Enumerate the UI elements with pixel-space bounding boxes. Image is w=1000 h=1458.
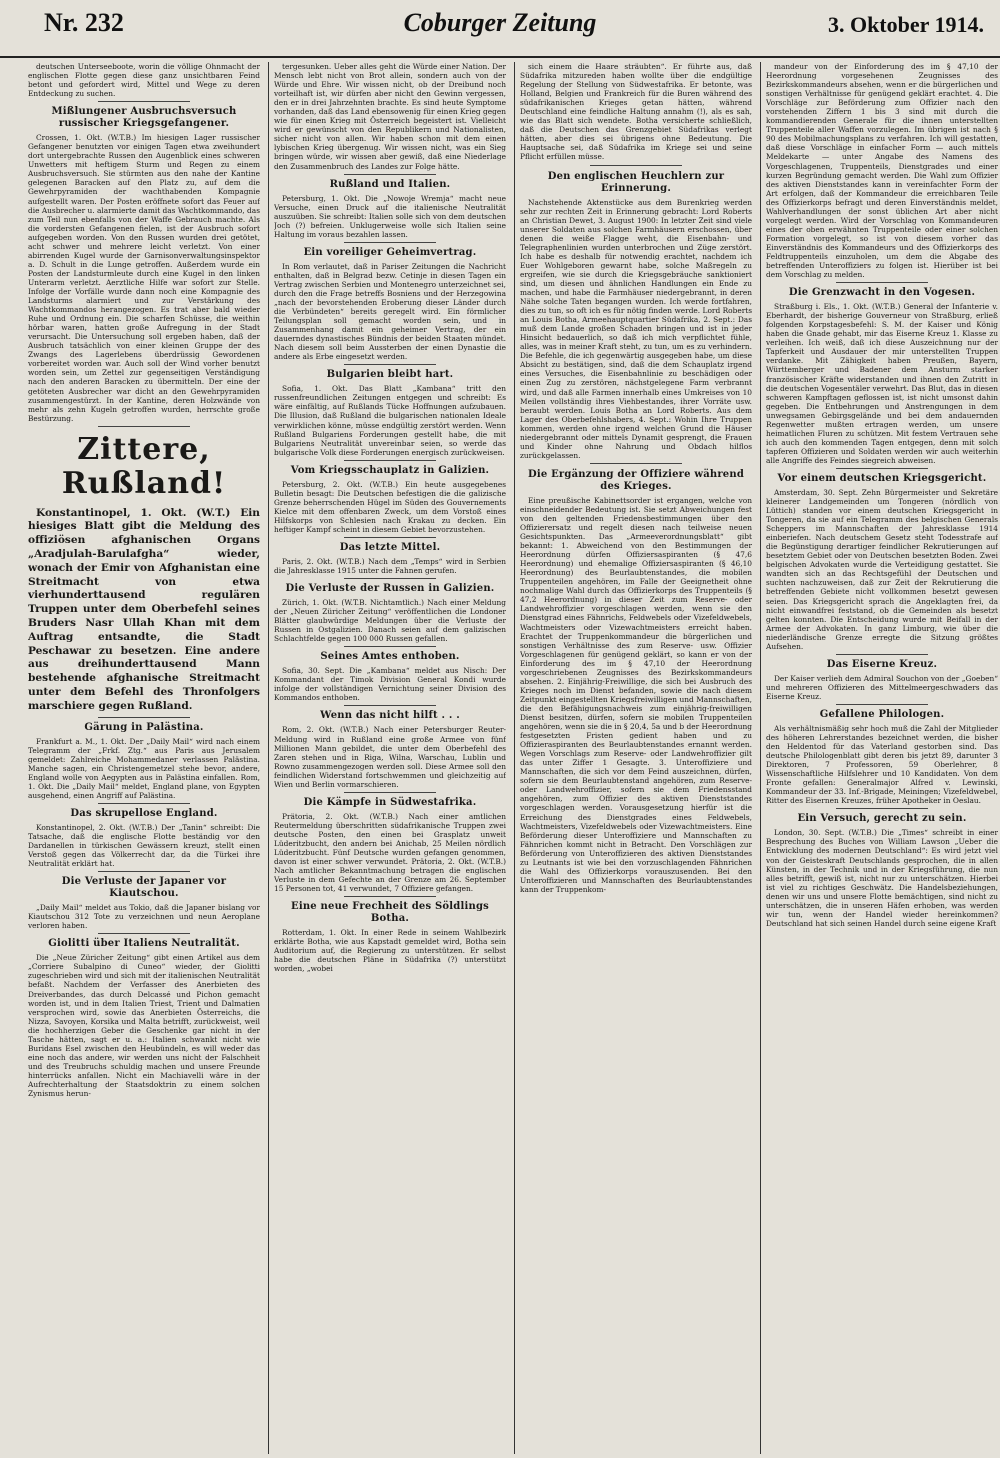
issue-date: 3. Oktober 1914. — [827, 12, 984, 37]
article-headline: Die Verluste der Russen in Galizien. — [285, 583, 495, 595]
article-body: Rotterdam, 1. Okt. In einer Rede in seinem Wahlbezirk erklärte Botha, wie aus Kapstadt gemeldet wird, Botha sein Auditorium auf, die Regierung zu unterstützen. Er selbst habe die deutschen Pläne in Südafrika (?) unterstützt worden, „wobei — [274, 928, 506, 974]
article-body: Konstantinopel, 2. Okt. (W.T.B.) Der „Tanin“ schreibt: Die Tatsache, daß die englische Flotte beständig vor den Dardanellen in türkischen Gewässern kreuzt, stellt einen Verstoß gegen das Völkerrecht dar, da die Türkei ihre Neutralität erklärt hat. — [28, 822, 260, 869]
article-body: Rom, 2. Okt. (W.T.B.) Nach einer Petersburger Reuter-Meldung wird in Rußland eine große Armee von fünf Millionen Mann gebildet, die unter dem Oberbefehl des Zaren stehen und in Riga, Wilna, Warschau, Lublin und Rowno zusammengezogen werden soll. Diese Armee soll den feindlichen Widerstand fortschwemmen und gleichzeitig auf Wien und Berlin vormarschieren. — [274, 725, 506, 789]
article-separator — [98, 426, 190, 427]
article — [766, 282, 998, 465]
article — [766, 468, 998, 651]
column-4 — [766, 62, 998, 1454]
article — [274, 174, 506, 239]
article-separator — [590, 165, 682, 166]
article-headline: Zittere, Rußland! — [61, 431, 227, 501]
article-headline: Das skrupellose England. — [70, 807, 218, 819]
article — [28, 803, 260, 868]
article — [28, 62, 260, 98]
article-separator — [836, 704, 928, 705]
article-separator — [98, 101, 190, 102]
article — [520, 62, 752, 162]
article-body: mandeur von der Einforderung des im § 47,10 der Heerordnung vorgesehenen Zeugnisses des Bezirkskommandeurs absehen, wenn er die bürgerlichen und sonstigen Verhältnisse für genügend geklärt erachtet. 4. Die Vorschläge zur Beförderung zum Offizier nach den vorstehenden Ziffern 1 bis 3 sind mit durch die kommandierenden Generale für die ihnen unterstellten Truppenteile aller Waffen vorzulegen. Im übrigen ist nach § 90 des Mobilmachungsplans zu verfahren. Ich will gestatten, daß diese Vorschläge in einfacher Form — auch mittels Meldekarte — unter Angabe des Namens des Vorgeschlagenen, Truppenteils, Dienstgrades und einer kurzen Begründung gemacht werden. Die Wahl zum Offizier des aktiven Dienststandes kann in vereinfachter Form der Art erfolgen, daß der Kommandeur die erreichbaren Teile des Offizierkorps befragt und deren Einverständnis meldet, Wahlverhandlungen der sonst üblichen Art aber nicht vorgelegt werden. Wird der Vorschlag von Kommandeuren eines der oben erwähnten Truppenteile oder einer solchen Formation vorgelegt, so ist von diesem vorher das Einverständnis des Kommandeurs und des Offizierkorps des Feldtruppenteils einzuholen, um dem die Abgabe des betreffenden Unteroffiziers zu folgen ist. Hierüber ist bei dem Vorschlag zu melden. — [766, 62, 998, 280]
article-separator — [98, 933, 190, 934]
article-body: Die „Neue Züricher Zeitung“ gibt einen Artikel aus dem „Corriere Subalpino di Cuneo“ wieder, der Giolitti zugeschrieben wird und sich mit der italienischen Neutralität befaßt. Nachdem der Verfasser des Anerbieten des Dreiverbandes, das durch Delcassé und Pichon gemacht worden ist, und in dem Italien Triest, Trient und Dalmatien versprochen wird, sowie das Anerbieten Österreichs, die Nizza, Savoyen, Korsika und Malta betrifft, zurückweist, weil die hochherzigen Geber die Geschenke gar nicht in der Tasche hätten, sagt er u. a.: Italien schwankt nicht wie Buridans Esel zwischen den Heubündeln, es will weder das eine noch das andere, wir werden uns nicht der Falschheit und des Treubruchs schuldig machen und unsere Freunde hinterrücks anfallen. Nicht ein Machiavelli wäre in der Aufrechterhaltung der Staatsdoktrin zu einem solchen Zynismus herun- — [28, 953, 260, 1099]
article-headline: Ein Versuch, gerecht zu sein. — [797, 813, 967, 825]
article-body: Crossen, 1. Okt. (W.T.B.) Im hiesigen Lager russischer Gefangener benutzten vor einigen Tagen etwa zweihundert dort untergebrachte Russen den Augenblick eines schweren Unwetters mit heftigem Sturm und Regen zu einem Ausbruchsversuch. Sie stürmten aus den nahe der Kantine gelegenen Baracken auf den Platz zu, auf dem die Gewehrpyramiden der wachthabenden Kompagnie aufgestellt waren. Der Posten eröffnete sofort das Feuer auf die Ausbrecher u. alarmierte damit das Wachtkommando, das zum Teil nun ebenfalls von der Waffe Gebrauch machte. Als die vordersten Gefangenen fielen, ist der Ausbruch sofort aufgegeben worden. Von den Russen wurden drei getötet, acht schwer und mehrere leicht verletzt. Von einer abirrenden Kugel wurde der Garnisonverwaltungsinspektor a. D. Schult in die Lunge getroffen. Außerdem wurde ein Posten der Landsturmleute durch eine Kugel in den linken Unterarm verletzt. Aerztliche Hilfe war sofort zur Stelle. Infolge der Vorfälle wurde dann noch eine Kompagnie des Landsturms alarmiert und zur Verstärkung des Wachtkommandos herangezogen. Es trat aber bald wieder Ruhe und Ordnung ein. Die scharfen Schüsse, die weithin hörbar waren, hatten große Aufregung in der Stadt verursacht. Die Untersuchung soll ergeben haben, daß der Ausbruch tatsächlich von einer kleinen Gruppe der des Zwangs des Lagerlebens überdrüssig Gewordenen vorbereitet worden war. Auch soll der Wind vorher benutzt worden sein, um Zettel zur gegenseitigen Verständigung nach den anderen Baracken zu übermitteln. Der eine der getöteten Ausbrecher war dicht an den Gewehrpyramiden zusammengestürzt. In der Kantine, deren Holzwände von mehr als zehn Kugeln getroffen wurden, herrschte große Bestürzung. — [28, 133, 260, 423]
article-body: Zürich, 1. Okt. (W.T.B. Nichtamtlich.) Nach einer Meldung der „Neuen Züricher Zeitung“ veröffentlichen die Londoner Blätter glaubwürdige Meldungen über die Verluste der Russen in Ostgalizien. Danach seien auf dem galizischen Schlachtfelde gegen 100 000 Russen gefallen. — [274, 598, 506, 644]
article-body: Eine preußische Kabinettsorder ist ergangen, welche von einschneidender Bedeutung ist. Sie setzt Abweichungen fest von den geltenden Friedensbestimmungen über den Offizierersatz und regelt diesen nach teilweise neuen Gesichtspunkten. Das „Armeeverordnungsblatt“ gibt bekannt: 1. Abweichend von den Bestimmungen der Heerordnung dürfen Offiziersaspiranten (§ 47,6 Heerordnung) und ehemalige Offiziersaspiranten (§ 46,10 Heerordnung) des Beurlaubtenstandes, die mobilen Truppenteilen angehören, im Falle der Geeignetheit ohne nochmalige Wahl durch das Offizierkorps des Truppenteils (§ 47,2 Heerordnung) in dieser Zeit zum Reserve- oder Landwehroffizier vorgeschlagen werden, wenn sie den Dienstgrad eines Fähnrichs, Feldwebels oder Vizefeldwebels, Wachtmeisters oder Vizewachtmeisters erreicht haben. Erachtet der Truppenkommandeur die bürgerlichen und sonstigen Verhältnisse des zum Reserve- usw. Offizier Vorgeschlagenen für genügend geklärt, so kann er von der Einforderung des im § 47,10 der Heerordnung vorgeschriebenen Zeugnisses des Bezirkskommandeurs absehen. 2. Einjährig-Freiwillige, die sich bei Ausbruch des Krieges noch im Dienst befanden, sowie die nach diesem Zeitpunkt eingestellten Kriegsfreiwilligen und Mannschaften, die den Befähigungsnachweis zum einjährig-freiwilligen Dienst besitzen, dürfen, sofern sie mobilen Truppenteilen angehören, wenn sie die in § 20,4, 5a und b der Heerordnung festgesetzten Fristen gedient haben und zu Offizieraspiranten des Beurlaubtenstandes ernannt werden. Wegen Vorschlags zum Reserve- oder Landwehroffizier gilt das unter Ziffer 1 Gesagte. 3. Unteroffiziere und Mannschaften, die sich vor dem Feind auszeichnen, dürfen, sofern sie dem Beurlaubtenstand angehören, zum Reserve- oder Landwehroffizier, sofern sie dem Friedensstand angehören, zum Offizier des aktiven Dienststandes vorgeschlagen werden. Vorausgesetzung hierfür ist die Erreichung des Dienstgrades eines Feldwebels, Wachtmeisters, Vizefeldwebels oder Vizewachtmeisters. Eine Beförderung dieser Unteroffiziere und Mannschaften zu Fähnrichen kommt nicht in Betracht. Den Vorschlägen zur Beförderung von Unteroffizieren des aktiven Dienststandes zu Leutnants ist wie bei den vorzuschlagenden Fähnrichen die Wahl des Offizierkorps vorauszusenden. Bei den Unteroffizieren und Mannschaften des Beurlaubtenstandes kann der Truppenkom- — [520, 495, 752, 894]
article-headline: Die Ergänzung der Offiziere während des Krieges. — [527, 468, 745, 492]
column-rule — [514, 62, 515, 1454]
article-body: tergesunken. Ueber alles geht die Würde einer Nation. Der Mensch lebt nicht von Brot allein, sondern auch von der Würde und Ehre. Wir wissen nicht, ob der Dreibund noch vorteilhaft ist, wir dürfen aber nicht den Gewinn vergessen, den er in drei Jahrzehnten brachte. Es sind heute Symptome vorhanden, daß das Land ebensowenig für einen Krieg gegen wie für einen Krieg mit Österreich begeistert ist. Vielleicht wird er gewünscht von den Republikern und Nationalisten, sicher nicht von allen. Wir haben schon mit dem einen lybischen Krieg übergenug. Wir wissen nicht, was ein Sieg bringen würde, wir wissen aber gewiß, daß eine Niederlage den Zusammenbruch des Landes zur Folge hätte. — [274, 62, 506, 171]
article — [274, 537, 506, 575]
article-body: Der Kaiser verlieh dem Admiral Souchon von der „Goeben“ und mehreren Offizieren des Mittelmeergeschwaders das Eiserne Kreuz. — [766, 673, 998, 701]
column-1 — [28, 62, 260, 1454]
article-headline: Rußland und Italien. — [329, 178, 451, 190]
article — [28, 717, 260, 800]
article-separator — [98, 803, 190, 804]
article-separator — [344, 646, 436, 647]
column-rule — [268, 62, 269, 1454]
article — [766, 808, 998, 928]
article — [274, 792, 506, 893]
newspaper-title: Coburger Zeitung — [403, 8, 597, 37]
article-headline: Eine neue Frechheit des Söldlings Botha. — [291, 901, 489, 925]
article-headline: Mißlungener Ausbruchsversuch russischer Kriegsgefangener. — [51, 106, 237, 130]
article-separator — [836, 282, 928, 283]
column-rule — [760, 62, 761, 1454]
article — [274, 646, 506, 702]
article-separator — [344, 705, 436, 706]
column-3 — [520, 62, 752, 1454]
article — [274, 460, 506, 534]
article-body: In Rom verlautet, daß in Pariser Zeitungen die Nachricht enthalten, daß in Belgrad bezw. Cetinje in diesen Tagen ein Vertrag zwischen Serbien und Montenegro unterzeichnet sei, durch den die Frage betreffs Bosniens und der Herzegowina „nach der bevorstehenden Eroberung dieser Länder durch die Verbündeten“ bereits geregelt wird. Ein förmlicher Teilungsplan soll gemacht worden sein, und in Zusammenhang damit ein geheimer Vertrag, der ein dauerndes dynastisches Bündnis der beiden Staaten mündet. Nach diesem soll beim Aussterben der einen Dynastie die andere als Erbe eingesetzt werden. — [274, 261, 506, 362]
article-separator — [98, 871, 190, 872]
article-separator — [98, 717, 190, 718]
article — [766, 704, 998, 805]
article-headline: Die Grenzwacht in den Vogesen. — [788, 287, 976, 299]
article-body: Petersburg, 1. Okt. Die „Nowoje Wremja“ macht neue Versuche, einen Druck auf die italienische Neutralität auszuüben. Sie schreibt: Italien solle sich von dem deutschen Joch (?) befreien. Unklugerweise wolle sich Italien seine Haltung im voraus bezahlen lassen. — [274, 193, 506, 239]
article-headline: Bulgarien bleibt hart. — [326, 369, 454, 381]
article-headline: Den englischen Heuchlern zur Erinnerung. — [547, 170, 725, 194]
article-separator — [344, 578, 436, 579]
article-body: „Daily Mail“ meldet aus Tokio, daß die Japaner bislang vor Kiautschou 312 Tote zu verzeichnen und neun Aeroplane verloren haben. — [28, 903, 260, 931]
article-separator — [344, 364, 436, 365]
article-separator — [836, 654, 928, 655]
article — [274, 896, 506, 973]
article-headline: Das letzte Mittel. — [339, 541, 441, 553]
article-headline: Die Kämpfe in Südwestafrika. — [303, 796, 477, 808]
article-body: London, 30. Sept. (W.T.B.) Die „Times“ schreibt in einer Besprechung des Buches von William Lawson „Ueber die Entwicklung des modernen Deutschland“: Es wird jetzt viel von der Geisteskraft Deutschlands gesprochen, die in allen Künsten, in der Technik und in der Kriegsführung, die nun alles betrifft, gewiß ist, nicht nur zu unterschätzen. Hierbei ist viel zu richtiges Geschwätz. Die Handelsbeziehungen, denen wir uns und unsere Flotte bemächtigen, sind nicht zu unterschätzen, die in unseren Häfen erhoben, was werden wir tun, wenn der Handel wieder hereinkommen? Deutschland hat sich seinen Handel durch seine eigene Kraft — [766, 828, 998, 928]
article-separator — [836, 808, 928, 809]
article — [274, 705, 506, 788]
article-body: Amsterdam, 30. Sept. Zehn Bürgermeister und Sekretäre kleinerer Landgemeinden um Tongeren (nördlich von Lüttich) standen vor einem deutschen Kriegsgericht in Tongeren, da sie auf ein Telegramm des belgischen Generals Scheppers im Mannschaften der Jahresklasse 1914 einberiefen. Nach deutschem Gesetz steht Todesstrafe auf die Begünstigung derartiger feindlicher Rekrutierungen auf besetztem Gebiet oder von Deutschen besetzten Boden. Zwei belgischen Advokaten wurde die Verteidigung gestattet. Sie wandten sich an das Rechtsgefühl der Deutschen und suchten nachzuweisen, daß zur Zeit der Rekrutierung die betreffenden Gebiete nicht vollkommen besetzt gewesen seien. Das Kriegsgericht sprach die Angeklagten frei, da nicht einwandfrei feststand, ob die Gemeinden als besetzt gelten konnten. Die Entscheidung wurde mit Beifall in der Armee der Advokaten. In ganz Limburg, wie über die niederländische Grenze erregte die Sitzung größtes Aufsehen. — [766, 487, 998, 651]
issue-number: Nr. 232 — [44, 8, 124, 37]
article-body: sich einem die Haare sträubten“. Er führte aus, daß Südafrika mitzureden haben wollte über die endgültige Regelung der Stellung von Südwestafrika. Er betonte, was Holland, Belgien und Frankreich für die Buren während des südafrikanischen Krieges getan hätten, während Deutschland eine feindliche Haltung annahm (!), als es sah, wie das Blatt sich wendete. Botha versicherte schließlich, daß die Deutschen das Grenzgebiet Südafrikas verlegt hätten, aber dies sei übrigens ohne Bedeutung. Die Hauptsache sei, daß Südafrika im Kriege sei und seine Pflicht erfüllen müsse. — [520, 62, 752, 162]
article-body: Petersburg, 2. Okt. (W.T.B.) Ein heute ausgegebenes Bulletin besagt: Die Deutschen befestigen die die galizische Grenze beherrschenden Hügel im Süden des Gouvernements Kielce mit dem offenbaren Zweck, um dem Vorstoß eines Hilfskorps von Schlesien nach Krakau zu decken. Ein heftiger Kampf scheint in diesem Gebiet bevorzustehen. — [274, 479, 506, 534]
article-headline: Das Eiserne Kreuz. — [826, 658, 938, 670]
article — [274, 242, 506, 362]
article-headline: Gärung in Palästina. — [84, 721, 204, 733]
article-separator — [836, 468, 928, 469]
article-body: Sofia, 1. Okt. Das Blatt „Kambana“ tritt den russenfreundlichen Zeitungen entgegen und schreibt: Es wäre einfältig, auf Rußlands Tücke Hoffnungen aufzubauen. Die Illusion, daß Rußland die bulgarischen nationalen Ideale verwirklichen könne, müsse endgültig zerstört werden. Wenn Rußland Bulgariens Forderungen gestellt habe, die mit Bulgariens Neutralität unvereinbar seien, so werde das bulgarische Volk diese Forderungen energisch zurückweisen. — [274, 384, 506, 457]
article — [274, 364, 506, 456]
article — [520, 165, 752, 460]
article — [766, 62, 998, 279]
article-headline: Die Verluste der Japaner vor Kiautschou. — [61, 876, 227, 900]
masthead — [0, 0, 1000, 58]
article — [766, 654, 998, 701]
article-body: Paris, 2. Okt. (W.T.B.) Nach dem „Temps“ wird in Serbien die Jahresklasse 1915 unter die Fahnen gerufen. — [274, 556, 506, 576]
article-body: Als verhältnismäßig sehr hoch muß die Zahl der Mitglieder des höheren Lehrerstandes bezeichnet werden, die bisher den Heldentod für das Vaterland gestorben sind. Das deutsche Philologenblatt gibt deren bis jetzt 89, darunter 3 Direktoren, 7 Professoren, 59 Oberlehrer, 8 Wissenschaftliche Hilfslehrer und 10 Kandidaten. Von dem Fronte gefallen: Generalmajor Alfred v. Lewinski, Kommandeur der 33. Inf.-Brigade, Meiningen; Vizefeldwebel, Ritter des Eisernen Kreuzes, früher Apotheker in Oeslau. — [766, 723, 998, 806]
article-separator — [344, 174, 436, 175]
article-separator — [344, 896, 436, 897]
columns — [28, 62, 996, 1454]
article-separator — [344, 460, 436, 461]
article-body: Sofia, 30. Sept. Die „Kambana“ meldet aus Nisch: Der Kommandant der Timok Division General Kondi wurde infolge der vollständigen Vernichtung seiner Division des Kommandos enthoben. — [274, 666, 506, 703]
article — [274, 62, 506, 171]
article-separator — [590, 463, 682, 464]
article — [28, 871, 260, 930]
article — [28, 426, 260, 714]
article-separator — [344, 537, 436, 538]
article-body: Konstantinopel, 1. Okt. (W.T.) Ein hiesiges Blatt gibt die Meldung des offiziösen afghanischen Organs „Aradjulah-Barulafgha“ wieder, wonach der Emir von Afghanistan eine Streitmacht von etwa vierhunderttausend regulären Truppen unter dem Oberbefehl seines Bruders Nasr Ullah Khan mit dem Auftrag entsandte, die Stadt Peschawar zu besetzen. Eine andere aus dreihunderttausend Mann bestehende afghanische Streitmacht unter dem Befehl des Thronfolgers marschiere gegen Rußland. — [28, 506, 260, 712]
article-separator — [344, 242, 436, 243]
article-headline: Seines Amtes enthoben. — [320, 651, 460, 663]
article-headline: Giolitti über Italiens Neutralität. — [48, 938, 240, 950]
article — [28, 933, 260, 1098]
article-headline: Gefallene Philologen. — [819, 708, 945, 720]
article-separator — [344, 792, 436, 793]
article-body: Prätoria, 2. Okt. (W.T.B.) Nach einer amtlichen Reutermeldung überschritten südafrikanische Truppen zwei deutsche Posten, den einen bei Grasplatz unweit Lüderitzbucht, den andern bei Anichab, 25 Meilen nördlich Lüderitzbucht. Fünf Deutsche wurden gefangen genommen, davon ist einer schwer verwundet. Prätoria, 2. Okt. (W.T.B.) Nach amtlicher Bekanntmachung betragen die englischen Verluste in dem Gefechte an der Grenze am 26. September 15 Personen tot, 41 verwundet, 7 Offiziere gefangen. — [274, 811, 506, 894]
article-body: deutschen Unterseeboote, worin die völlige Ohnmacht der englischen Flotte gegen diese ganz unsichtbaren Feind betont und gefordert wird, Mittel und Wege zu deren Entdeckung zu suchen. — [28, 62, 260, 99]
article-body: Nachstehende Aktenstücke aus dem Burenkrieg werden sehr zur rechten Zeit in Erinnerung gebracht: Lord Roberts an Christian Dewet, 3. August 1900: In letzter Zeit sind viele unserer Soldaten aus solchen Farmhäusern erschossen, über denen die weiße Flagge weht, die Eisenbahn- und Telegraphenlinien wurden unterbrochen und Züge zerstört. Ich habe es deshalb für notwendig erachtet, nachdem ich Euer Wohlgeboren gewarnt habe, solche Maßregeln zu ergreifen, wie sie durch die Kriegsgebräuche sanktioniert sind, um diesen und ähnlichen Handlungen ein Ende zu machen, und habe die Farmhäuser niedergebrannt, in deren Nähe solche Taten begangen wurden. Ich werde fortfahren, dies zu tun, so oft ich es für nötig finden werde. Lord Roberts an Louis Botha, Armeehauptquartier Südafrika, 2. Sept.: Das muß dem Lande großen Schaden bringen und ist in jeder Hinsicht bedauerlich, so daß ich mich verpflichtet fühle, alles, was in meiner Kraft steht, zu tun, um es zu verhindern. Die Befehle, die ich gegenwärtig ausgegeben habe, um diese Absicht zu bestätigen, sind, daß die dem Schauplatz irgend eines Versuches, die Eisenbahnlinie zu beschädigen oder einen Zug zu zerstören, nächstgelegene Farm verbrannt wird, und daß alle Farmen innerhalb eines Umkreises von 10 Meilen vollständig ihres Viehbestandes, ihrer Vorräte usw. beraubt werden. Louis Botha an Lord Roberts. Aus dem Lager des Oberbefehlshabers, 4. Sept.: Wohin Ihre Truppen kommen, werden ohne irgend welchen Grund die Häuser niedergebrannt oder mittels Dynamit gesprengt, die Frauen und Kinder ohne Nahrung und Obdach hilflos zurückgelassen. — [520, 197, 752, 460]
article-headline: Ein voreiliger Geheimvertrag. — [303, 246, 477, 258]
article-body: Straßburg i. Els., 1. Okt. (W.T.B.) General der Infanterie v. Eberhardt, der bisherige Gouverneur von Straßburg, erließ folgenden Korpstagesbefehl: S. M. der Kaiser und König haben die Gnade gehabt, mir das Eiserne Kreuz 1. Klasse zu verleihen. Ich weiß, daß ich diese Auszeichnung nur der Tapferkeit und Ausdauer der mir unterstellten Truppen verdanke. Mit Zähigkeit haben Preußen, Bayern, Württemberger und Badener dem Ansturm starker französischer Kräfte widerstanden und ihnen den Zutritt in die deutschen Vogesentäler verwehrt. Das Blut, das in diesen schweren Kampftagen geflossen ist, ist nicht umsonst dahin gegeben. Die Entbehrungen und Anstrengungen in dem unwegsamen Gebirgsgelände und bei dem andauernden Regenwetter mußten ertragen werden, um unsere heimatlichen Fluren zu schützen. Mit festem Vertrauen sehe ich auch den kommenden Tagen entgegen, denn mit solch tapferen Offizieren und Soldaten werden wir auch weiterhin alle Angriffe des Feindes siegreich abweisen. — [766, 302, 998, 465]
article — [520, 463, 752, 894]
article-headline: Vom Kriegsschauplatz in Galizien. — [290, 464, 490, 476]
article-headline: Wenn das nicht hilft . . . — [320, 710, 460, 722]
article — [28, 101, 260, 423]
column-2 — [274, 62, 506, 1454]
article-headline: Vor einem deutschen Kriegsgericht. — [777, 472, 987, 484]
article-body: Frankfurt a. M., 1. Okt. Der „Daily Mail“ wird nach einem Telegramm der „Frkf. Ztg.“ aus Paris aus Jerusalem gemeldet: Zahlreiche Mohammedaner verlassen Palästina. Manche sagen, ein Christengemetzel stehe bevor, andere, England wolle von Aegypten aus in Palästina einfallen. Rom, 1. Okt. Die „Daily Mail“ meldet, England plane, von Egypten ausgehend, einen Angriff auf Palästina. — [28, 736, 260, 800]
article — [274, 578, 506, 643]
